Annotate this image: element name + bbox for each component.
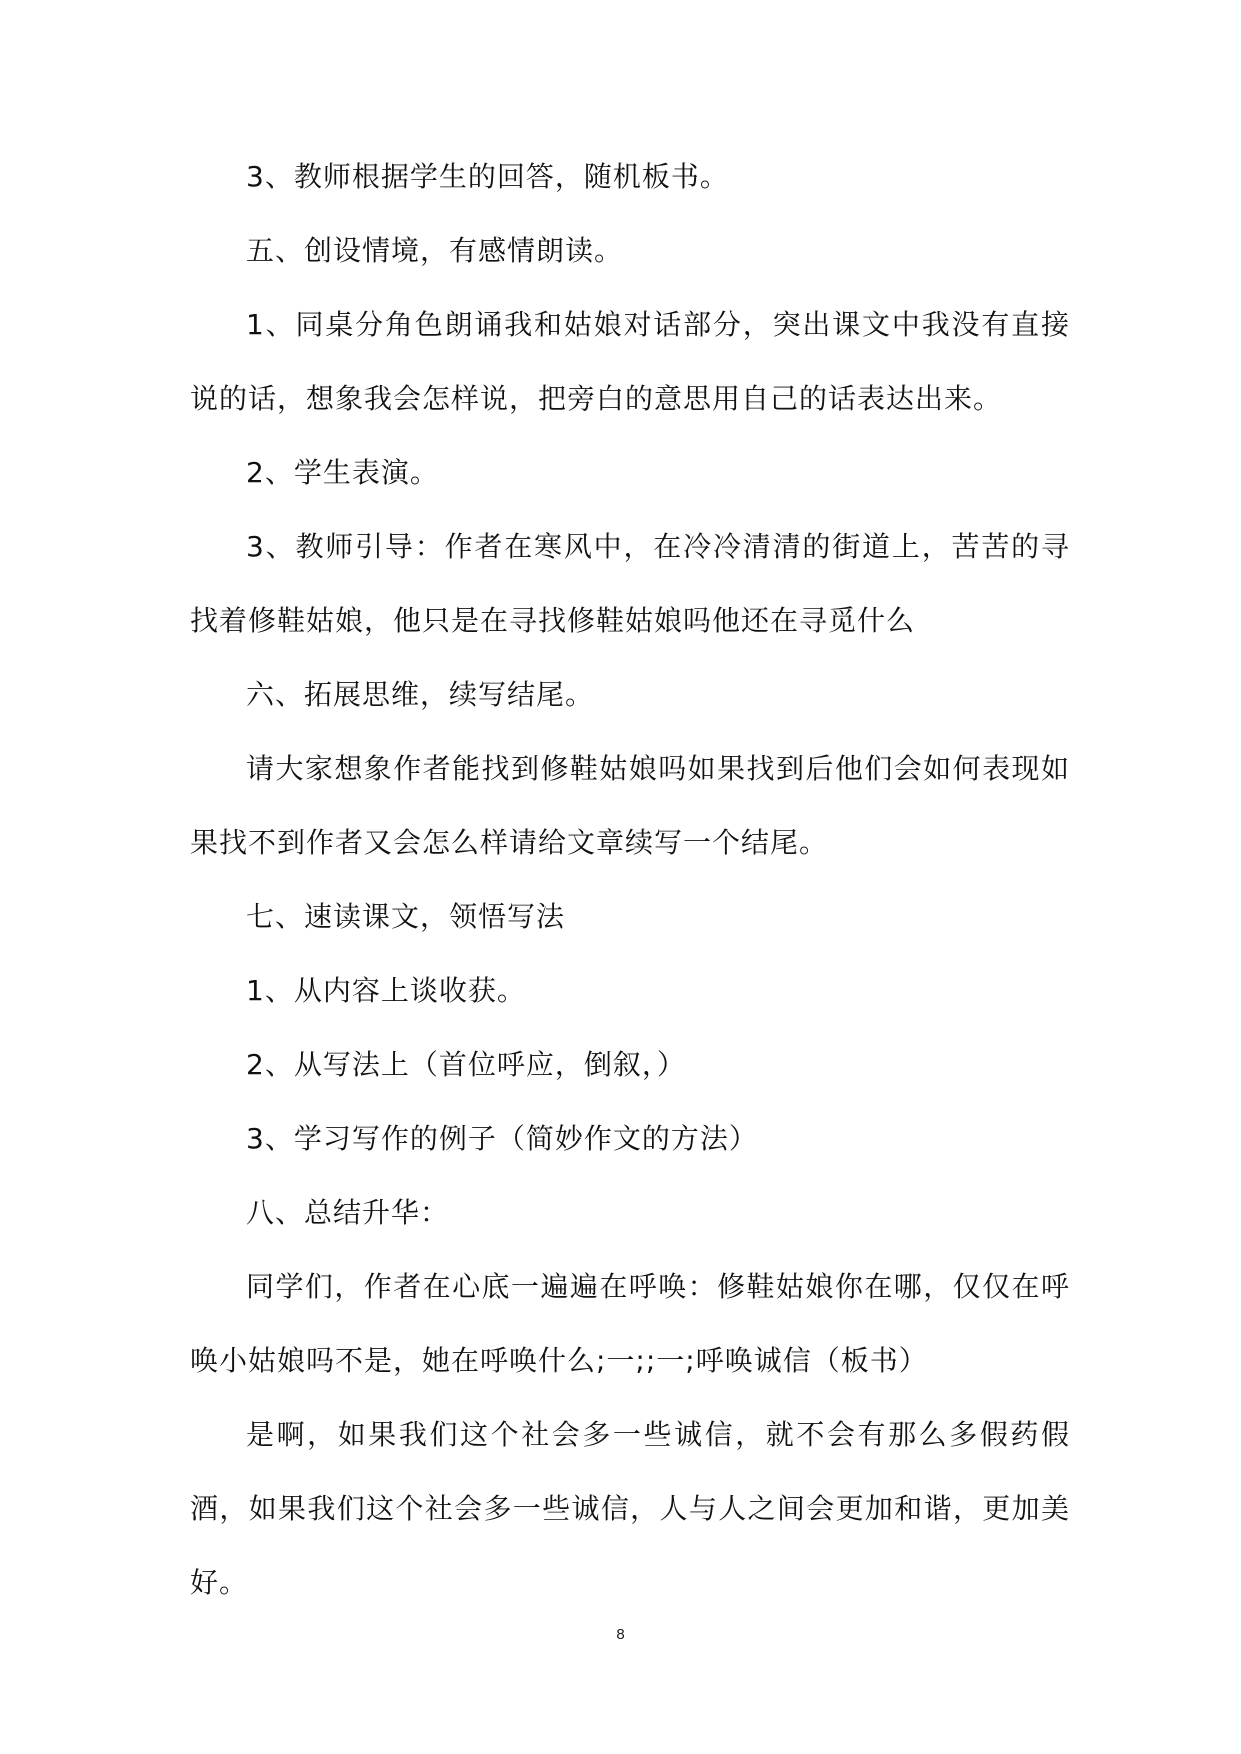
paragraph-5: 3、教师引导：作者在寒风中，在冷冷清清的街道上，苦苦的寻找着修鞋姑娘，他只是在寻找修鞋姑娘吗他还在寻觅什么 [190,530,1070,637]
paragraph-10: 2、从写法上（首位呼应，倒叙，） [246,1048,686,1081]
page-number: 8 [616,1626,625,1643]
paragraph-3: 1、同桌分角色朗诵我和姑娘对话部分，突出课文中我没有直接说的话，想象我会怎样说，把旁白的意思用自己的话表达出来。 [190,308,1070,415]
paragraph-2: 五、创设情境，有感情朗读。 [246,234,624,267]
paragraph-12: 八、总结升华： [246,1196,450,1229]
paragraph-1: 3、教师根据学生的回答，随机板书。 [246,160,729,193]
paragraph-11: 3、学习写作的例子（简妙作文的方法） [246,1122,758,1155]
paragraph-4: 2、学生表演。 [246,456,439,489]
paragraph-13: 同学们，作者在心底一遍遍在呼唤：修鞋姑娘你在哪，仅仅在呼唤小姑娘吗不是，她在呼唤什么;一;;一;呼唤诚信（板书） [190,1270,1070,1377]
paragraph-6: 六、拓展思维，续写结尾。 [246,678,595,711]
paragraph-14: 是啊，如果我们这个社会多一些诚信，就不会有那么多假药假酒，如果我们这个社会多一些诚信，人与人之间会更加和谐，更加美好。 [190,1418,1070,1599]
paragraph-7: 请大家想象作者能找到修鞋姑娘吗如果找到后他们会如何表现如果找不到作者又会怎么样请给文章续写一个结尾。 [190,752,1070,859]
text-body [190,140,1070,1620]
paragraph-8: 七、速读课文，领悟写法 [246,900,566,933]
paragraph-9: 1、从内容上谈收获。 [246,974,526,1007]
